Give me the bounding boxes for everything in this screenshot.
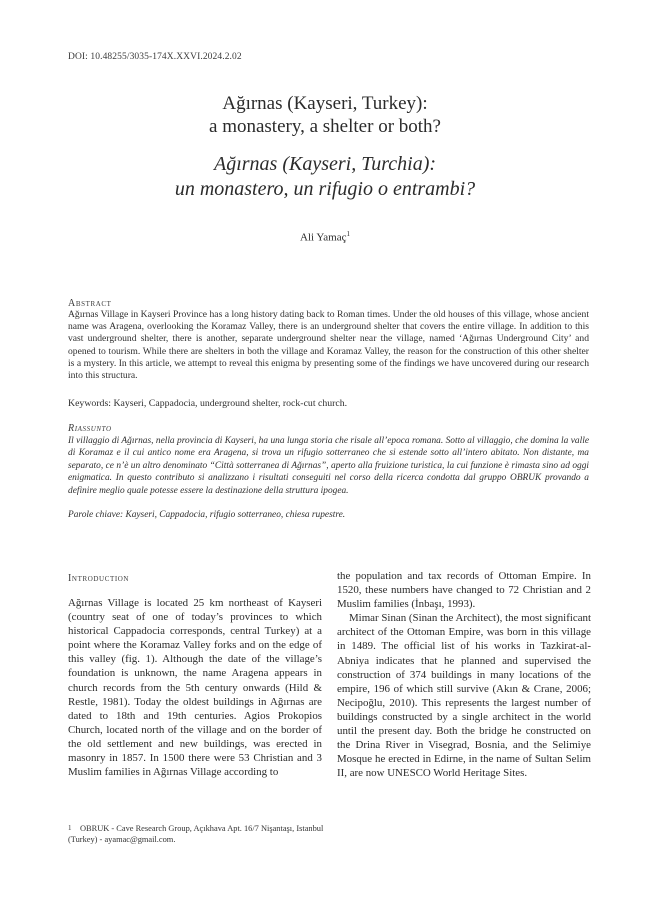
abstract-heading: Abstract — [68, 298, 112, 309]
abstract-text: Ağırnas Village in Kayseri Province has a long history dating back to Roman times. Under the old houses of this village, whose ancient name was Aragena, overlooking the Koramaz Valley, there is an underground shelter that covers the entire village. In addition to this vast underground shelter, there is another, separate underground shelter near the village, named ‘Ağırnas Underground City’ and opened to tourism. While there are shelters in both the village and Koramaz Valley, the reason for the construction of this other shelter is a mystery. In this article, we attempt to reveal this enigma by presenting some of the findings we have uncovered during our research into this structura. — [68, 309, 589, 382]
footnote-text: OBRUK - Cave Research Group, Açıkhava Apt. 16/7 Nişantaşı, Istanbul (Turkey) - ayamac@gmail.com. — [68, 824, 324, 844]
riassunto-keywords: Parole chiave: Kayseri, Cappadocia, rifugio sotterraneo, chiesa rupestre. — [68, 510, 346, 520]
riassunto-heading: Riassunto — [68, 423, 112, 434]
introduction-paragraph-1: Ağırnas Village is located 25 km northeast of Kayseri (country seat of one of today’s provinces to which historical Cappadocia corresponds, central Turkey) at a point where the Koramaz Valley forks and on the edge of this valley (fig. 1). Although the date of the village’s foundation is unknown, the name Aragena appears in church records from the 5th century onwards (Hild & Restle, 1981). Today the oldest buildings in Ağırnas are dated to 18th and 19th centuries. Agios Prokopios Church, located north of the village and on the border of the old settlement and new buildings, was erected in masonry in 1857. In 1500 there were 53 Christian and 3 Muslim families in Ağırnas Village according to — [68, 597, 322, 779]
introduction-right-column — [337, 569, 591, 780]
title-english-line-2: a monastery, a shelter or both? — [209, 116, 441, 137]
introduction-paragraph-2: Mimar Sinan (Sinan the Architect), the most significant architect of the Ottoman Empire, was born in this village in 1489. The official list of his works in Tazkirat-al-Abniya indicates that he planned and supervised the construction of 374 buildings in many locations of the empire, 196 of which still survive (Akın & Crane, 2006; Necipoğlu, 2010). This represents the largest number of buildings constructed by a single architect in the world until the present day. Both the bridge he constructed on the Drina River in Visegrad, Bosnia, and the Selimiye Mosque he erected in Edirne, in the name of Sultan Selim II, are now UNESCO World Heritage Sites. — [337, 612, 591, 780]
introduction-heading: Introduction — [68, 573, 130, 584]
introduction-paragraph-1-continued: the population and tax records of Ottoman Empire. In 1520, these numbers have changed to 72 Christian and 2 Muslim families (İnbaşı, 1993). — [337, 570, 591, 611]
riassunto-text: Il villaggio di Ağırnas, nella provincia di Kayseri, ha una lunga storia che risale all’epoca romana. Sotto al villaggio, che domina la valle di Koramaz e il cui antico nome era Aragena, si trova un rifugio sotterraneo che si estende sotto all’intero abitato. Non distante, ma separato, ce n’è un altro denominato “Città sotterranea di Ağırnas”, aperto alla fruizione turistica, la cui funzione è rimasta sino ad oggi enigmatica. In questo contributo si analizzano i risultati conseguiti nel corso della ricerca condotta dal gruppo OBRUK provando a definire meglio quale potesse essere la destinazione della struttura ipogea. — [68, 436, 589, 496]
author-footnote-mark: 1 — [346, 230, 350, 238]
author-name-text: Ali Yamaç — [300, 231, 347, 244]
doi-line: DOI: 10.48255/3035-174X.XXVI.2024.2.02 — [68, 52, 242, 62]
author-name — [0, 230, 650, 244]
footnote — [68, 823, 338, 845]
abstract-keywords: Keywords: Kayseri, Cappadocia, underground shelter, rock-cut church. — [68, 398, 348, 409]
introduction-left-column — [68, 596, 322, 779]
title-italian-line-1: Ağırnas (Kayseri, Turchia): — [213, 153, 437, 175]
title-italian-line-2: un monastero, un rifugio o entrambi? — [174, 178, 476, 200]
title-english-line-1: Ağırnas (Kayseri, Turkey): — [222, 93, 428, 114]
footnote-mark: 1 — [68, 824, 72, 832]
title-italian — [0, 152, 650, 202]
title-english — [0, 92, 650, 138]
